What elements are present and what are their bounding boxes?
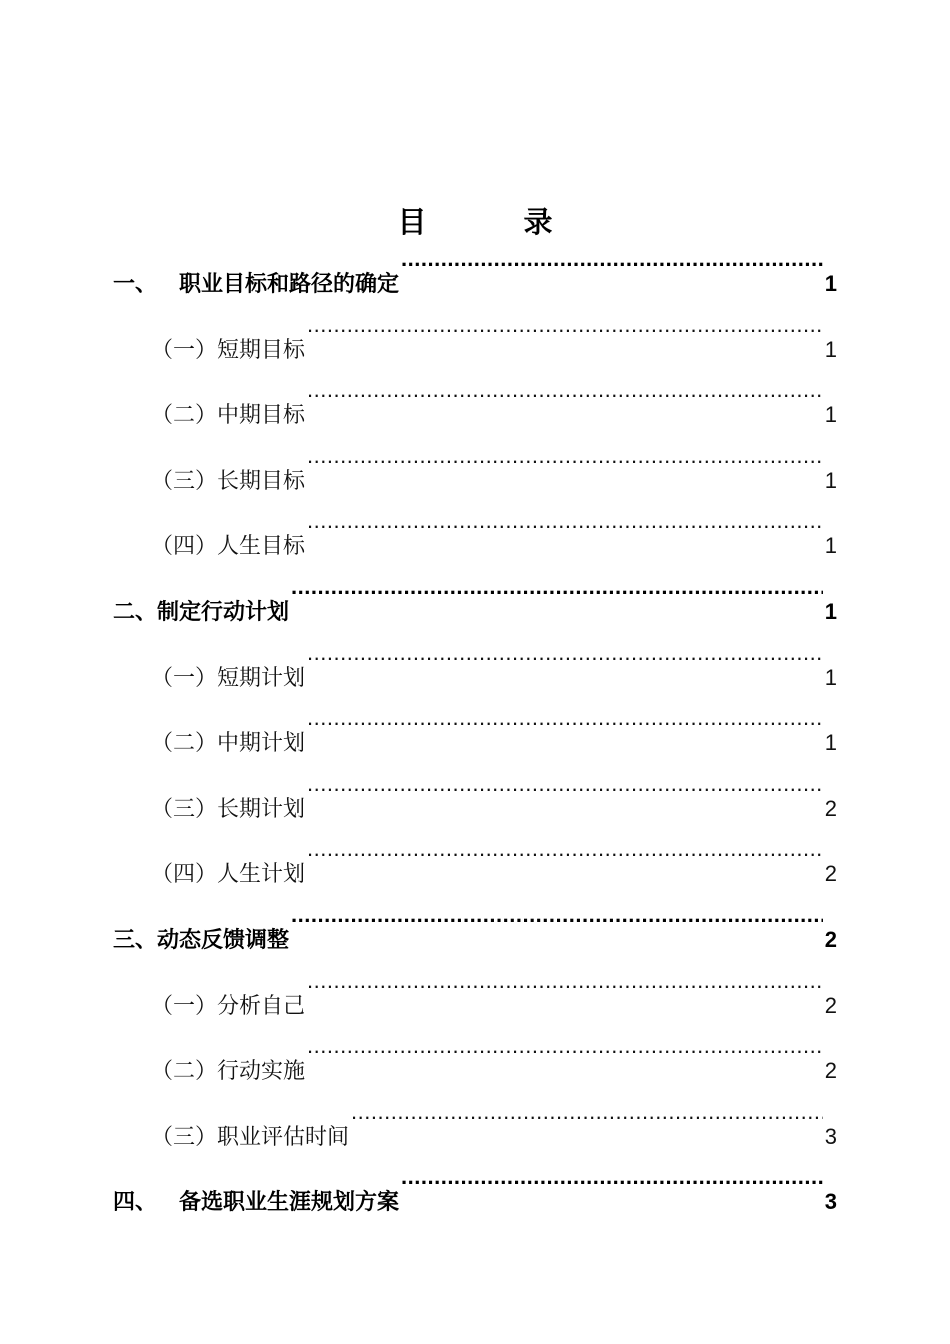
toc-entry-text: 行动实施 [217,1059,306,1085]
toc-page-number: 2 [824,1058,837,1084]
toc-section-entry[interactable] [113,1100,837,1166]
toc-entry-text: 职业评估时间 [217,1124,350,1150]
toc-entry-number: （二） [151,403,218,429]
toc-entry-number: 二、 [113,599,158,625]
toc-section-entry[interactable] [113,444,837,510]
toc-entry-number: （三） [151,796,218,822]
toc-title: 目 录 [397,205,587,239]
toc-dot-leader [307,509,823,553]
toc-entry-label [151,722,305,766]
toc-entry-label [113,1181,399,1225]
toc-entry-text: 长期目标 [217,468,306,494]
toc-dot-leader [307,313,823,357]
toc-dot-leader [401,247,823,291]
toc-page-number: 3 [824,1189,837,1215]
toc-entry-label [151,788,305,832]
toc-entry-label [151,985,305,1029]
toc-entry-label [151,1116,349,1160]
toc-entry-number: （一） [151,665,218,691]
toc-entry-text: 动态反馈调整 [157,927,290,953]
toc-entry-text: 中期计划 [217,731,306,757]
toc-chapter-entry[interactable] [113,1165,837,1231]
toc-entry-number: （一） [151,337,218,363]
toc-page-number: 1 [824,402,837,428]
toc-entry-label [151,460,305,504]
toc-page-number: 2 [824,992,837,1018]
toc-page-number: 1 [824,598,837,624]
toc-page-number: 3 [824,1123,837,1149]
toc-page-number: 1 [824,664,837,690]
toc-entry-label [151,394,305,438]
toc-section-entry[interactable] [113,509,837,575]
toc-dot-leader [307,837,823,881]
toc-section-entry[interactable] [113,1034,837,1100]
toc-entry-label [151,525,305,569]
toc-dot-leader [307,378,823,422]
toc-entry-text: 人生计划 [217,862,306,888]
toc-entry-number: 四、 [113,1190,158,1216]
toc-page-number: 2 [824,795,837,821]
toc-section-entry[interactable] [113,969,837,1035]
toc-entry-text: 备选职业生涯规划方案 [179,1190,400,1216]
toc-entry-number: （四） [151,862,218,888]
toc-dot-leader [351,1100,823,1144]
toc-entry-text: 分析自己 [217,993,306,1019]
toc-section-entry[interactable] [113,837,837,903]
toc-page-number: 1 [824,533,837,559]
toc-entry-text: 制定行动计划 [157,599,290,625]
toc-dot-leader [307,969,823,1013]
toc-dot-leader [307,641,823,685]
toc-entry-label [151,853,305,897]
toc-dot-leader [291,575,823,619]
toc-chapter-entry[interactable] [113,575,837,641]
toc-entry-text: 短期目标 [217,337,306,363]
toc-section-entry[interactable] [113,641,837,707]
toc-entry-label [113,919,289,963]
toc-entry-number: （三） [151,468,218,494]
toc-section-entry[interactable] [113,313,837,379]
toc-dot-leader [291,903,823,947]
toc-entry-label [151,1050,305,1094]
toc-entry-label [151,657,305,701]
toc-section-entry[interactable] [113,772,837,838]
toc-dot-leader [307,706,823,750]
toc-entry-number: 三、 [113,927,158,953]
toc-entry-number: （二） [151,731,218,757]
toc-chapter-entry[interactable] [113,247,837,313]
toc-page-number: 2 [824,861,837,887]
toc-entry-text: 长期计划 [217,796,306,822]
toc-entry-number: （二） [151,1059,218,1085]
toc-entry-text: 短期计划 [217,665,306,691]
toc-section-entry[interactable] [113,706,837,772]
toc-page-number: 1 [824,467,837,493]
toc-entry-number: （一） [151,993,218,1019]
toc-entry-text: 人生目标 [217,534,306,560]
toc-dot-leader [307,1034,823,1078]
toc-entry-label [151,329,305,373]
toc-dot-leader [307,772,823,816]
toc-page-number: 1 [824,271,837,296]
toc-entry-label [113,263,399,307]
toc-page-number: 2 [824,926,837,952]
toc-chapter-entry[interactable] [113,903,837,969]
toc-page-number: 1 [824,336,837,362]
toc-dot-leader [307,444,823,488]
toc-entry-number: （四） [151,534,218,560]
toc-page-number: 1 [824,730,837,756]
toc-entry-text: 中期目标 [217,403,306,429]
toc-entry-text: 职业目标和路径的确定 [179,272,400,297]
toc-entry-number: （三） [151,1124,218,1150]
toc-list [113,247,837,1231]
toc-entry-number: 一、 [113,272,158,297]
toc-entry-label [113,591,289,635]
toc-dot-leader [401,1165,823,1209]
toc-section-entry[interactable] [113,378,837,444]
